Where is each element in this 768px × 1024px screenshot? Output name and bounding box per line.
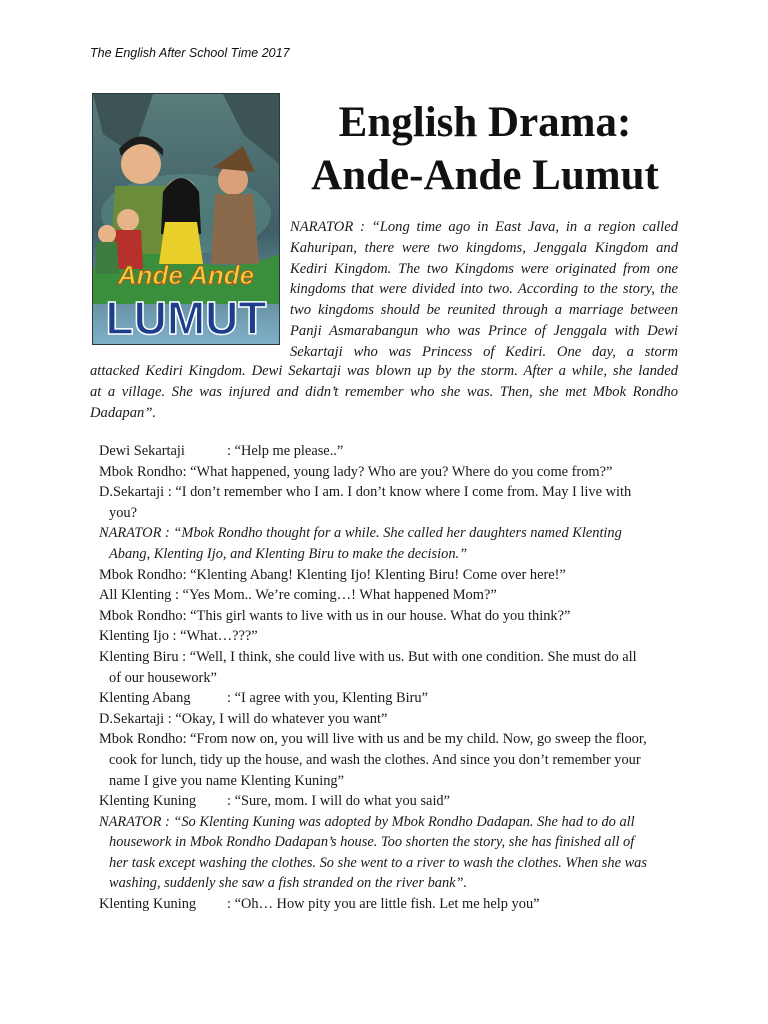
- dialogue-list: [99, 441, 679, 915]
- dialogue-text-continued: of our housework”: [109, 669, 217, 686]
- dialogue-line: [99, 606, 679, 627]
- dialogue-line: [99, 791, 679, 812]
- dialogue-text-continued: cook for lunch, tidy up the house, and wash the clothes. And since you don’t remember your: [109, 751, 641, 768]
- dialogue-line: [99, 709, 679, 730]
- dialogue-line: [99, 585, 679, 606]
- speaker-name: All Klenting: [99, 587, 172, 604]
- dialogue-text-continued: Abang, Klenting Ijo, and Klenting Biru to make the decision.”: [109, 545, 468, 562]
- dialogue-line: [99, 482, 679, 523]
- title-line-2: Ande-Ande Lumut: [311, 152, 659, 199]
- narration-line: Dadapan”.: [90, 404, 157, 421]
- dialogue-line: [99, 688, 679, 709]
- speaker-name: NARATOR: [99, 813, 162, 830]
- narration-line: attacked Kediri Kingdom. Dewi Sekartaji was blown up by the storm. After a while, she landed: [90, 363, 678, 379]
- cover-illustration: [93, 94, 279, 344]
- narration-line: Panji Asmarabangun who was Prince of Jenggala with Dewi: [290, 322, 678, 339]
- dialogue-text: : “So Klenting Kuning was adopted by Mbok Rondho Dadapan. She had to do all: [161, 813, 635, 830]
- narration-line: at a village. She was injured and didn’t remember who she was. Then, she met Mbok Rondho: [90, 383, 678, 400]
- dialogue-text: : “Sure, mom. I will do what you said”: [227, 793, 451, 810]
- narrator-line: [99, 812, 679, 894]
- narration-line: Sekartaji who was Princess of Kediri. One day, a storm: [290, 343, 678, 360]
- dialogue-text: : “Well, I think, she could live with us. But with one condition. She must do all: [178, 648, 637, 665]
- cover-title-top: Ande Ande: [117, 260, 255, 290]
- narration-line: kingdoms that were divided into two. According to the story, the: [290, 281, 678, 298]
- dialogue-line: [99, 894, 679, 915]
- dialogue-text-continued: you?: [109, 504, 137, 521]
- cover-title-bottom: LUMUT: [105, 292, 267, 344]
- dialogue-text: : “Oh… How pity you are little fish. Let me help you”: [227, 896, 540, 913]
- dialogue-text: : “What happened, young lady? Who are you? Where do you come from?”: [182, 463, 613, 480]
- running-header: The English After School Time 2017: [90, 46, 290, 60]
- page-title: [290, 96, 680, 202]
- dialogue-line: [99, 565, 679, 586]
- dialogue-text: : “From now on, you will live with us and be my child. Now, go sweep the floor,: [182, 731, 647, 748]
- dialogue-text-continued: washing, suddenly she saw a fish stranded on the river bank”.: [109, 875, 468, 892]
- speaker-name: Mbok Rondho: [99, 607, 183, 624]
- speaker-name: Klenting Abang: [99, 690, 191, 707]
- speaker-name: Klenting Kuning: [99, 896, 197, 913]
- dialogue-line: [99, 729, 679, 791]
- narrator-line: [99, 523, 679, 564]
- dialogue-text: : “I don’t remember who I am. I don’t know where I come from. May I live with: [164, 484, 632, 501]
- dialogue-text: : “Klenting Abang! Klenting Ijo! Klenting Biru! Come over here!”: [182, 566, 566, 583]
- narration-continuation: [90, 361, 678, 423]
- dialogue-text: : “This girl wants to live with us in our house. What do you think?”: [182, 607, 571, 624]
- narration-line: two kingdoms should be reunited through a marriage between: [290, 302, 678, 319]
- dialogue-text: : “Okay, I will do whatever you want”: [164, 710, 388, 727]
- character-face: [121, 144, 161, 184]
- speaker-name: Mbok Rondho: [99, 731, 183, 748]
- narration-line: Kediri Kingdom. The two Kingdoms were originated from one: [290, 260, 678, 277]
- speaker-name: Mbok Rondho: [99, 566, 183, 583]
- speaker-name: Mbok Rondho: [99, 463, 183, 480]
- title-line-1: English Drama:: [338, 99, 632, 146]
- dialogue-text-continued: housework in Mbok Rondho Dadapan’s house. Too shorten the story, she has finished all of: [109, 834, 635, 851]
- book-cover-image: [92, 93, 280, 345]
- speaker-name: Dewi Sekartaji: [99, 443, 185, 459]
- speaker-name: Klenting Biru: [99, 648, 179, 665]
- speaker-name: Klenting Kuning: [99, 793, 197, 810]
- dialogue-text-continued: her task except washing the clothes. So she went to a river to wash the clothes. When she was: [109, 854, 647, 871]
- character-body: [159, 222, 203, 264]
- narration-intro: [290, 217, 678, 363]
- character-body: [211, 194, 259, 264]
- dialogue-line: [99, 462, 679, 483]
- dialogue-line: [99, 626, 679, 647]
- speaker-name: D.Sekartaji: [99, 484, 165, 501]
- dialogue-line: [99, 441, 679, 462]
- dialogue-text: : “Help me please..”: [227, 443, 344, 459]
- dialogue-line: [99, 647, 679, 688]
- speaker-name: Klenting Ijo: [99, 628, 169, 645]
- dialogue-text: : “What…???”: [168, 628, 258, 645]
- dialogue-text: : “I agree with you, Klenting Biru”: [227, 690, 429, 707]
- speaker-name: NARATOR: [99, 525, 162, 542]
- narration-line: Kahuripan, there were two kingdoms, Jenggala Kingdom and: [290, 239, 678, 256]
- narration-line: NARATOR : “Long time ago in East Java, in a region called: [290, 219, 678, 235]
- dialogue-text-continued: name I give you name Klenting Kuning”: [109, 772, 344, 789]
- dialogue-text: : “Yes Mom.. We’re coming…! What happened Mom?”: [171, 587, 497, 604]
- speaker-name: D.Sekartaji: [99, 710, 165, 727]
- dialogue-text: : “Mbok Rondho thought for a while. She called her daughters named Klenting: [161, 525, 622, 542]
